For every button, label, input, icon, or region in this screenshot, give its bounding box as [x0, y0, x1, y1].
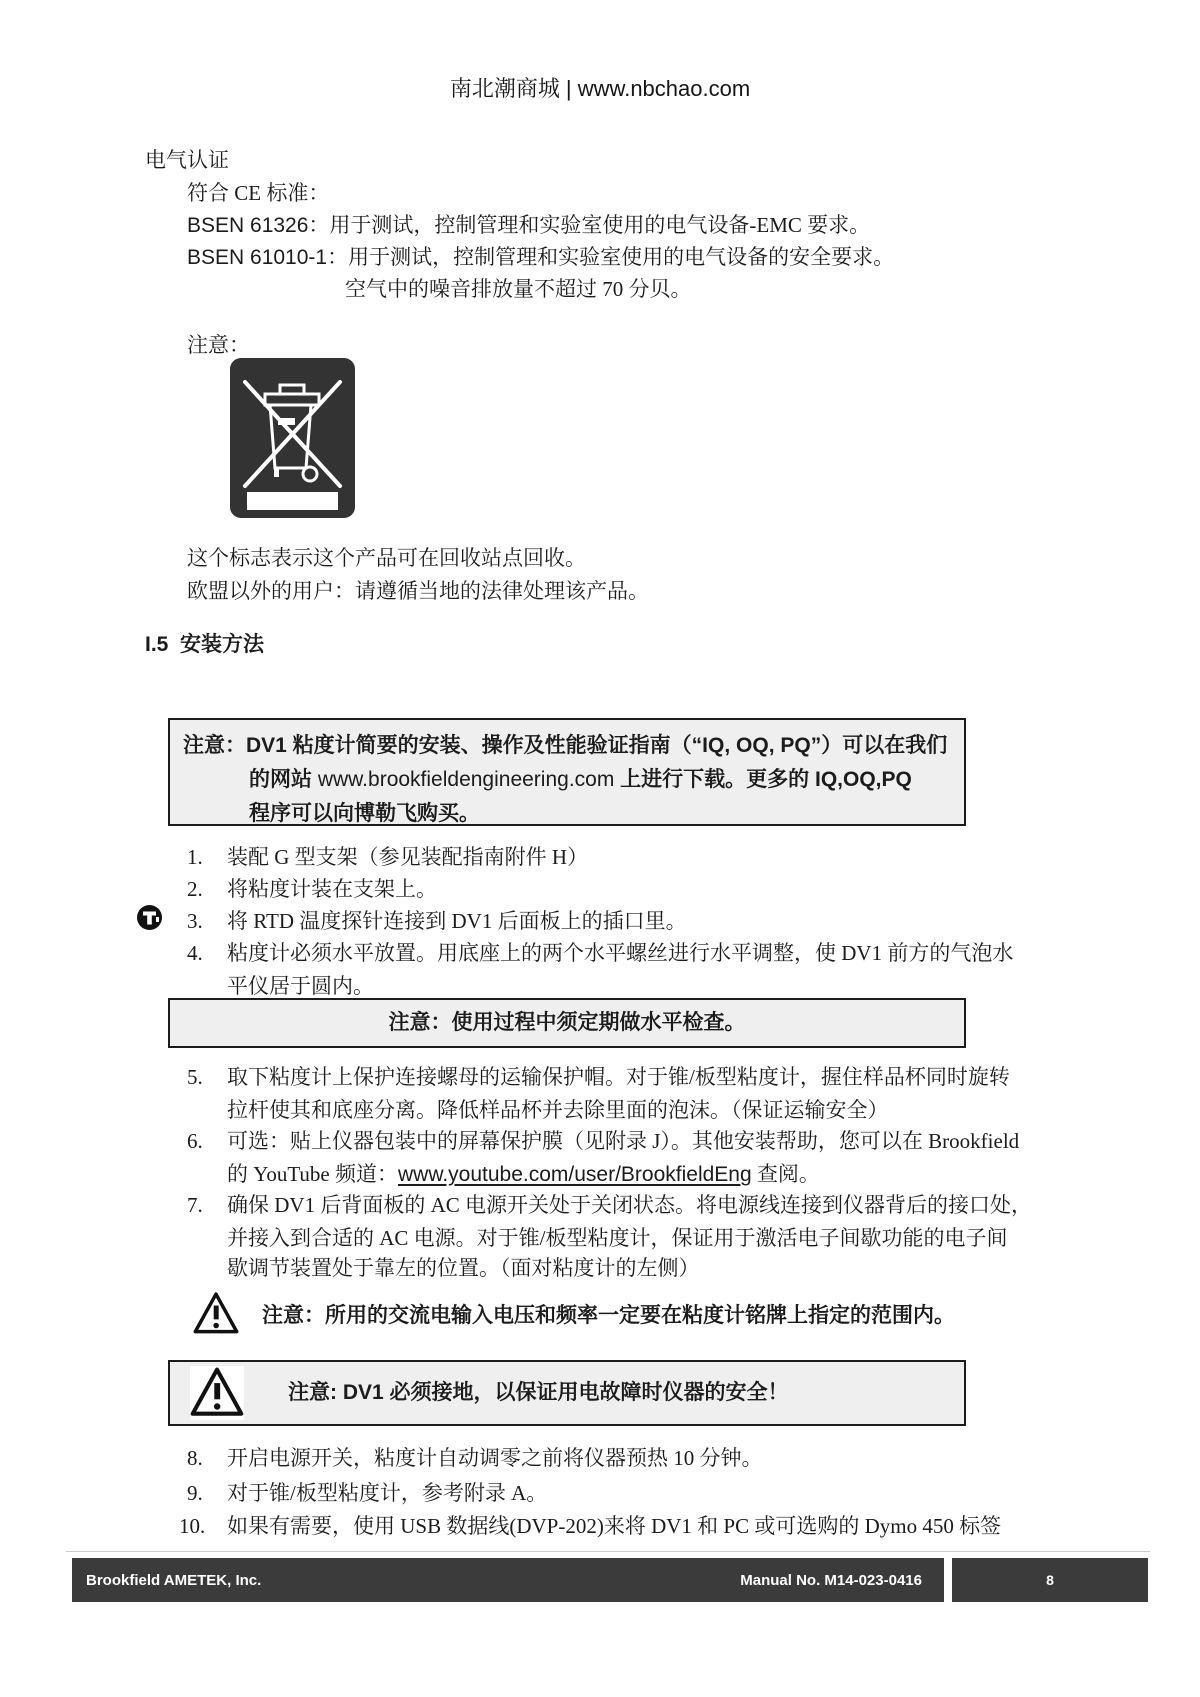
cert-bsen1-line — [187, 215, 870, 236]
step-9-number: 9. — [187, 1481, 203, 1505]
install-note-line2: 的网站 www.brookfieldengineering.com 上进行下载。更多的 IQ,OQ,PQ — [249, 768, 912, 791]
grounding-note-box — [168, 1360, 966, 1426]
brookfield-url-text: www.brookfieldengineering.com — [317, 768, 615, 791]
step-10-text: 如果有需要，使用 USB 数据线(DVP-202)来将 DV1 和 PC 或可选购的 Dymo 450 标签 — [227, 1514, 1002, 1538]
bsen1-label: BSEN 61326： — [187, 214, 330, 237]
level-check-note-text: 注意：使用过程中须定期做水平检查。 — [388, 1011, 746, 1034]
step-4-text-line2: 平仪居于圆内。 — [227, 974, 374, 998]
black-circle-t-badge-icon — [136, 904, 163, 931]
step-9-text: 对于锥/板型粘度计，参考附录 A。 — [227, 1481, 548, 1505]
section-heading — [145, 634, 264, 655]
grounding-warning-text: 注意: DV1 必须接地，以保证用电故障时仪器的安全！ — [288, 1381, 789, 1404]
step-7-text-line2: 并接入到合适的 AC 电源。对于锥/板型粘度计，保证用于激活电子间歇功能的电子间 — [227, 1226, 1008, 1250]
bsen2-label: BSEN 61010-1： — [187, 246, 349, 269]
step-7-text-line1: 确保 DV1 后背面板的 AC 电源开关处于关闭状态。将电源线连接到仪器背后的接口处， — [227, 1193, 1033, 1217]
step-10-number: 10. — [179, 1514, 206, 1538]
page-number-box — [952, 1558, 1148, 1602]
step-5-number: 5. — [187, 1065, 203, 1089]
level-check-note-box — [168, 998, 966, 1048]
cert-bsen2-line — [187, 247, 894, 268]
step-3-text: 将 RTD 温度探针连接到 DV1 后面板上的插口里。 — [227, 909, 687, 933]
warning-triangle-icon — [190, 1366, 244, 1420]
step-6-number: 6. — [187, 1129, 203, 1153]
install-note-line3: 程序可以向博勒飞购买。 — [249, 802, 480, 825]
bsen2-text: 用于测试，控制管理和实验室使用的电气设备的安全要求。 — [348, 245, 895, 269]
step-1-text: 装配 G 型支架（参见装配指南附件 H） — [227, 845, 589, 869]
step-3-number: 3. — [187, 909, 203, 933]
youtube-channel-link[interactable]: www.youtube.com/user/BrookfieldEng — [397, 1163, 752, 1186]
step-7-text-line3: 歇调节装置处于靠左的位置。（面对粘度计的左侧） — [227, 1256, 700, 1280]
step-6-text-line2: 的 YouTube 频道：www.youtube.com/user/BrookfieldEng 查阅。 — [227, 1162, 820, 1186]
weee-crossed-out-wheeled-bin-icon — [230, 358, 355, 518]
step-7-number: 7. — [187, 1193, 203, 1217]
step-6-text-line1: 可选：贴上仪器包装中的屏幕保护膜（见附录 J）。其他安装帮助，您可以在 Brookfield — [227, 1129, 1020, 1153]
cert-noise-line: 空气中的噪音排放量不超过 70 分贝。 — [345, 277, 692, 301]
step-5-text-line2: 拉杆使其和底座分离。降低样品杯并去除里面的泡沫。（保证运输安全） — [227, 1098, 889, 1122]
step-2-number: 2. — [187, 877, 203, 901]
section-title: 安装方法 — [180, 633, 265, 656]
step-1-number: 1. — [187, 845, 203, 869]
weee-note-label: 注意： — [187, 333, 250, 357]
step-4-text-line1: 粘度计必须水平放置。用底座上的两个水平螺丝进行水平调整，使 DV1 前方的气泡水 — [227, 941, 1014, 965]
bsen1-text: 用于测试，控制管理和实验室使用的电气设备-EMC 要求。 — [329, 213, 871, 237]
step-4-number: 4. — [187, 941, 203, 965]
footer-company: Brookfield AMETEK, Inc. — [86, 1571, 262, 1589]
footer-manual-no: Manual No. M14-023-0416 — [740, 1571, 922, 1589]
step-2-text: 将粘度计装在支架上。 — [227, 877, 437, 901]
step-8-text: 开启电源开关，粘度计自动调零之前将仪器预热 10 分钟。 — [227, 1446, 763, 1470]
warning-triangle-icon — [193, 1287, 239, 1341]
footer-bar — [72, 1558, 944, 1602]
step-8-number: 8. — [187, 1446, 203, 1470]
cert-section-title: 电气认证 — [145, 148, 229, 172]
cert-ce-line: 符合 CE 标准： — [187, 181, 330, 205]
recycle-line-1: 这个标志表示这个产品可在回收站点回收。 — [187, 546, 586, 570]
footer-divider — [66, 1551, 1150, 1552]
page-number: 8 — [1046, 1572, 1054, 1588]
ac-warning-text: 注意：所用的交流电输入电压和频率一定要在粘度计铭牌上指定的范围内。 — [262, 1304, 955, 1327]
install-note-line1: 注意：DV1 粘度计简要的安装、操作及性能验证指南（“IQ, OQ, PQ”）可以在我们 — [183, 734, 948, 757]
section-number: I.5 — [145, 633, 169, 656]
install-note-box — [168, 718, 966, 826]
recycle-line-2: 欧盟以外的用户：请遵循当地的法律处理该产品。 — [187, 579, 649, 603]
site-header: 南北潮商城 | www.nbchao.com — [449, 76, 751, 101]
step-5-text-line1: 取下粘度计上保护连接螺母的运输保护帽。对于锥/板型粘度计，握住样品杯同时旋转 — [227, 1065, 1010, 1089]
